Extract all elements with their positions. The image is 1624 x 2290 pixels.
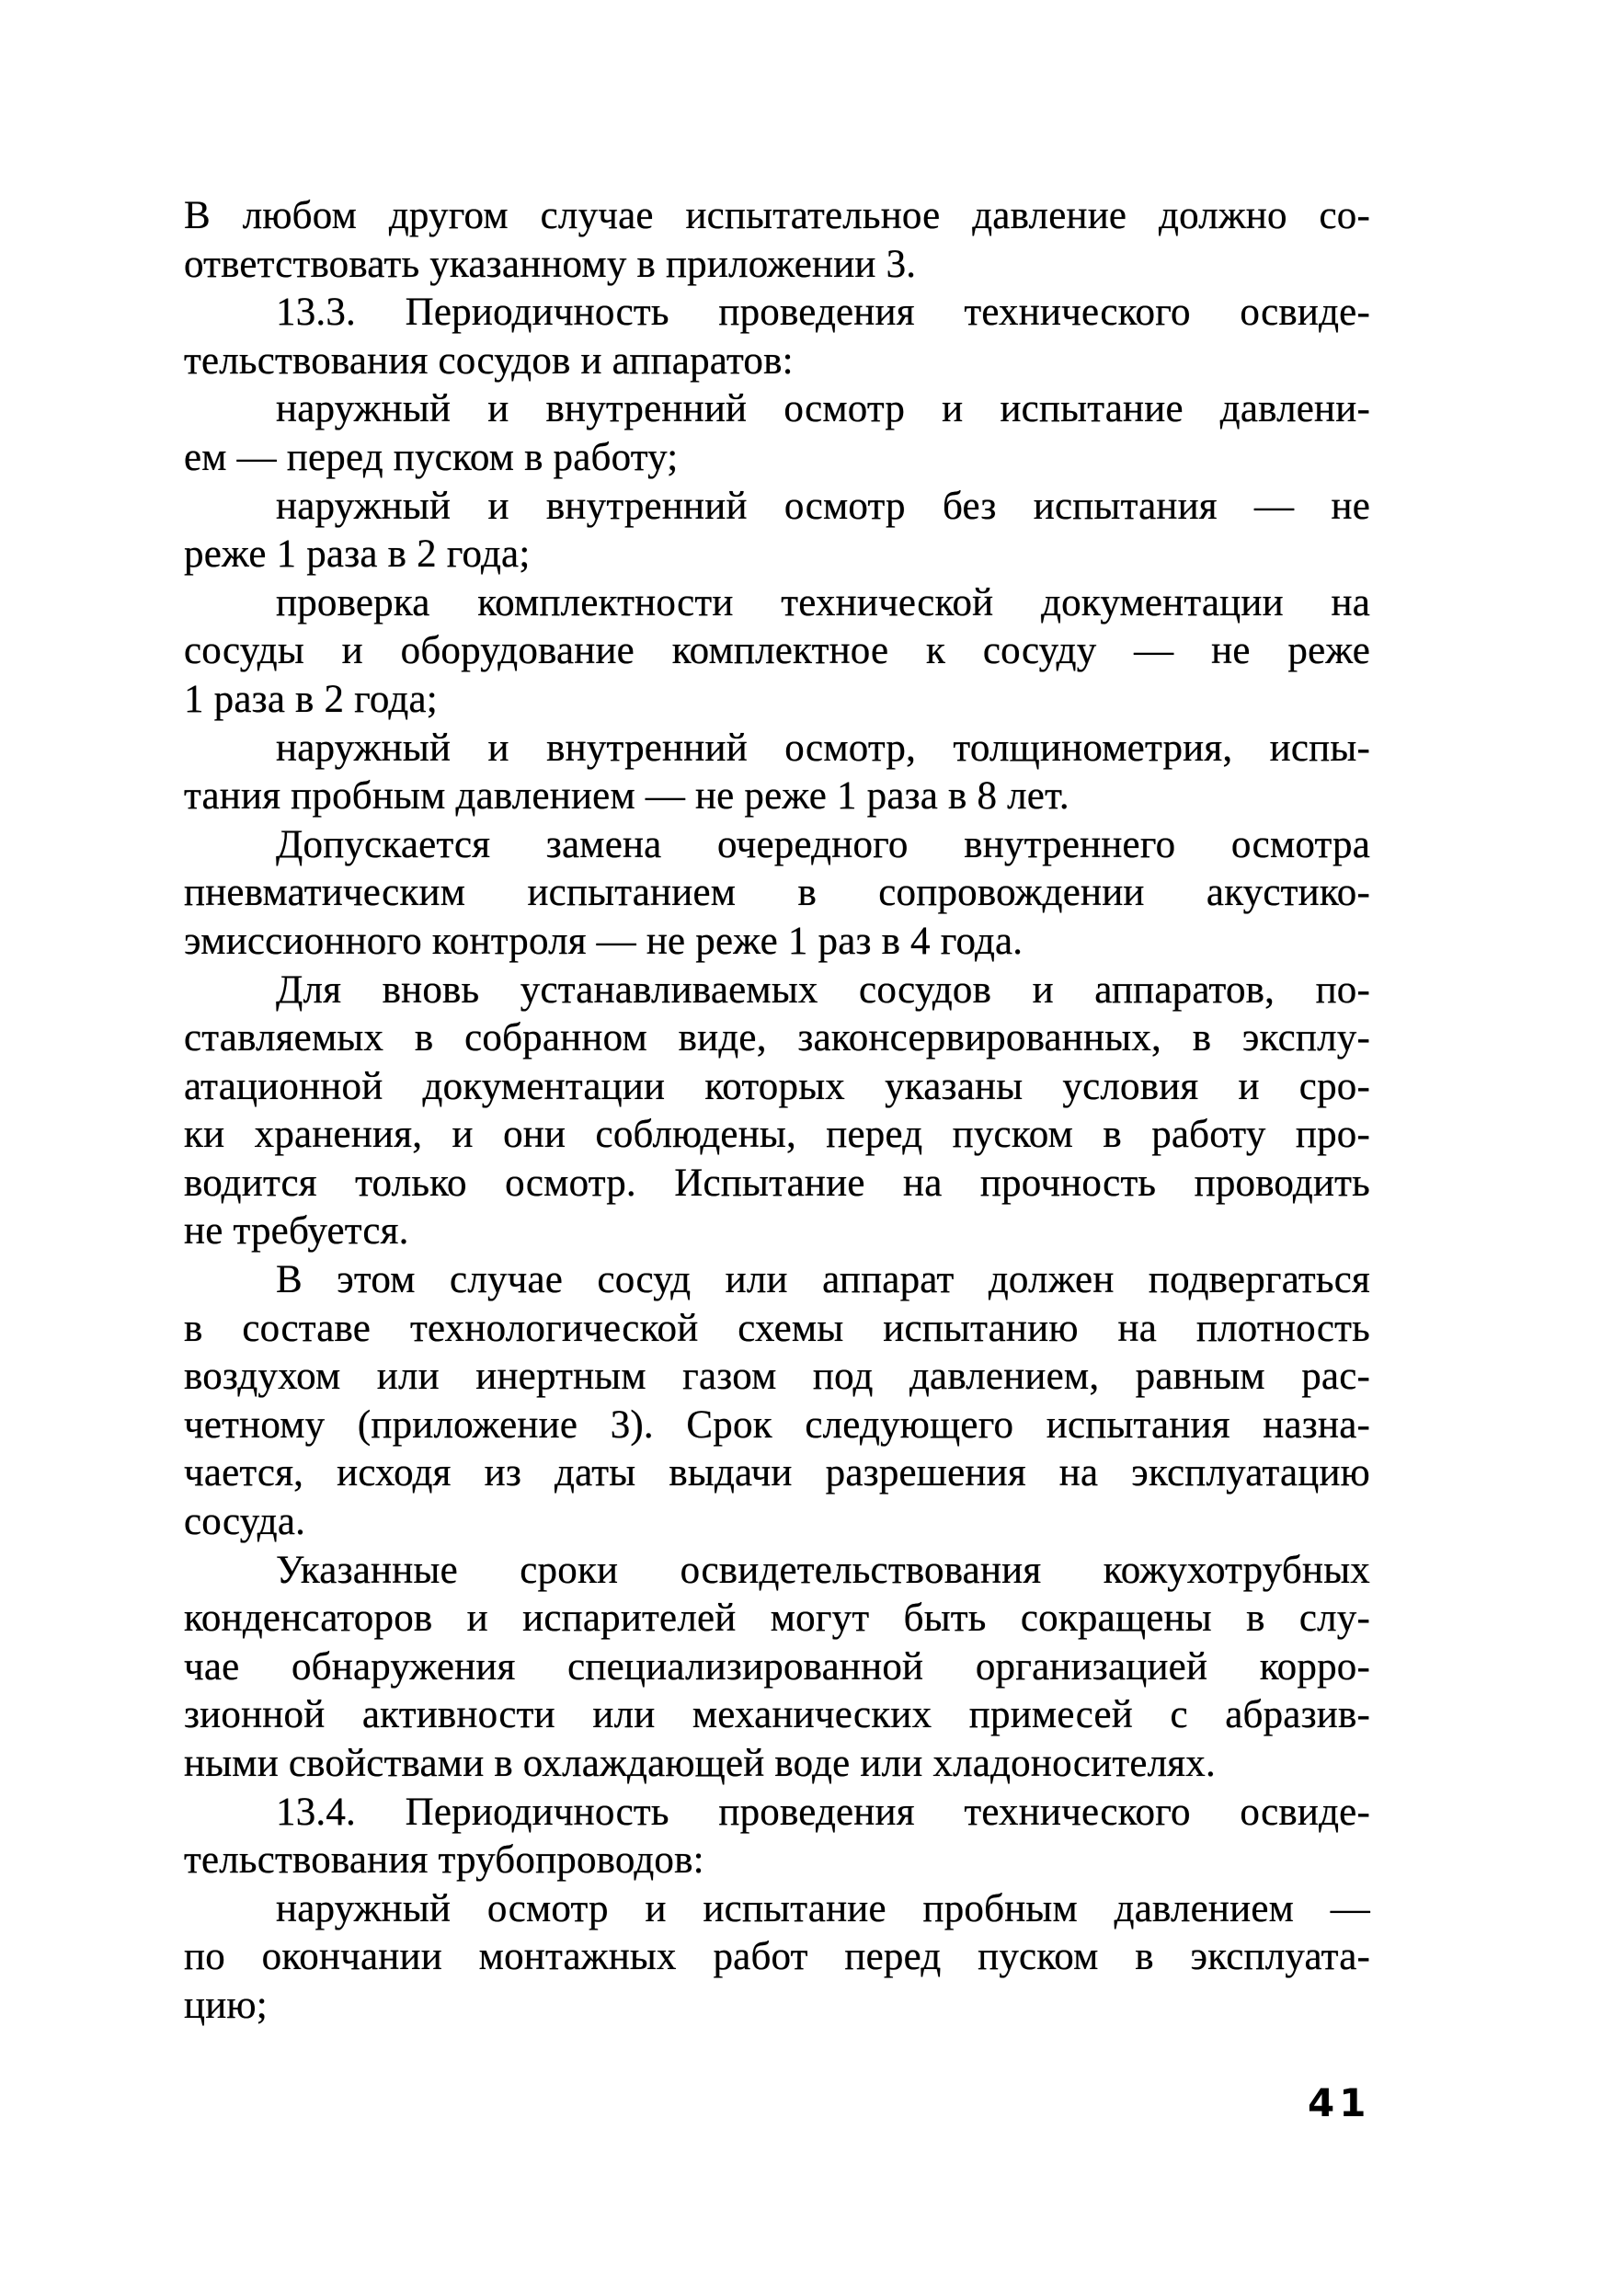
text-line: зионной активности или механических примесей с абразив- (184, 1693, 1370, 1737)
text-line: конденсаторов и испарителей могут быть сокращены в слу- (184, 1597, 1370, 1641)
text-line: чается, исходя из даты выдачи разрешения на эксплуатацию (184, 1451, 1370, 1495)
text-line: Для вновь устанавливаемых сосудов и аппаратов, по- (276, 968, 1370, 1012)
text-line: ки хранения, и они соблюдены, перед пуском в работу про- (184, 1113, 1370, 1157)
text-line: в составе технологической схемы испытанию на плотность (184, 1306, 1370, 1350)
page-number: 41 (1308, 2080, 1371, 2125)
text-line: ставляемых в собранном виде, законсервированных, в эксплу- (184, 1016, 1370, 1060)
text-line: не требуется. (184, 1209, 409, 1254)
text-line: реже 1 раза в 2 года; (184, 532, 531, 577)
text-line: воздухом или инертным газом под давлением, равным рас- (184, 1355, 1370, 1399)
text-line: тельствования трубопроводов: (184, 1838, 704, 1883)
text-block (184, 192, 1370, 2031)
text-line: чае обнаружения специализированной организацией корро- (184, 1644, 1370, 1689)
text-line: наружный и внутренний осмотр и испытание давлени- (276, 387, 1370, 431)
text-line: наружный осмотр и испытание пробным давлением — (276, 1886, 1370, 1930)
text-line: ем — перед пуском в работу; (184, 435, 679, 479)
text-line: В этом случае сосуд или аппарат должен подвергаться (276, 1258, 1370, 1302)
text-line: цию; (184, 1983, 268, 2027)
text-line: В любом другом случае испытательное давление должно со- (184, 194, 1370, 237)
text-line: 13.4. Периодичность проведения технического освиде- (276, 1790, 1370, 1834)
text-line: четному (приложение 3). Срок следующего испытания назна- (184, 1403, 1370, 1447)
text-line: Допускается замена очередного внутреннего осмотра (276, 822, 1370, 866)
text-line: тания пробным давлением — не реже 1 раза в 8 лет. (184, 774, 1069, 819)
text-line: наружный и внутренний осмотр без испытания — не (276, 484, 1370, 528)
text-line: 1 раза в 2 года; (184, 677, 438, 721)
text-line: 13.3. Периодичность проведения технического освиде- (276, 291, 1370, 335)
text-line: эмиссионного контроля — не реже 1 раз в 4 года. (184, 919, 1024, 963)
text-line: по окончании монтажных работ перед пуском в эксплуата- (184, 1935, 1370, 1979)
text-line: ответствовать указанному в приложении 3. (184, 242, 917, 286)
text-line: тельствования сосудов и аппаратов: (184, 338, 794, 383)
text-line: атационной документации которых указаны условия и сро- (184, 1064, 1370, 1108)
text-line: проверка комплектности технической документации на (276, 580, 1370, 624)
text-line: водится только осмотр. Испытание на прочность проводить (184, 1161, 1370, 1205)
text-line: ными свойствами в охлаждающей воде или хладоносителях. (184, 1742, 1216, 1785)
text-line: сосуда. (184, 1500, 306, 1544)
text-line: пневматическим испытанием в сопровождении акустико- (184, 871, 1370, 915)
text-line: сосуды и оборудование комплектное к сосуду — не реже (184, 629, 1370, 673)
text-line: наружный и внутренний осмотр, толщинометрия, испы- (276, 726, 1370, 770)
text-line: Указанные сроки освидетельствования кожухотрубных (276, 1548, 1370, 1592)
